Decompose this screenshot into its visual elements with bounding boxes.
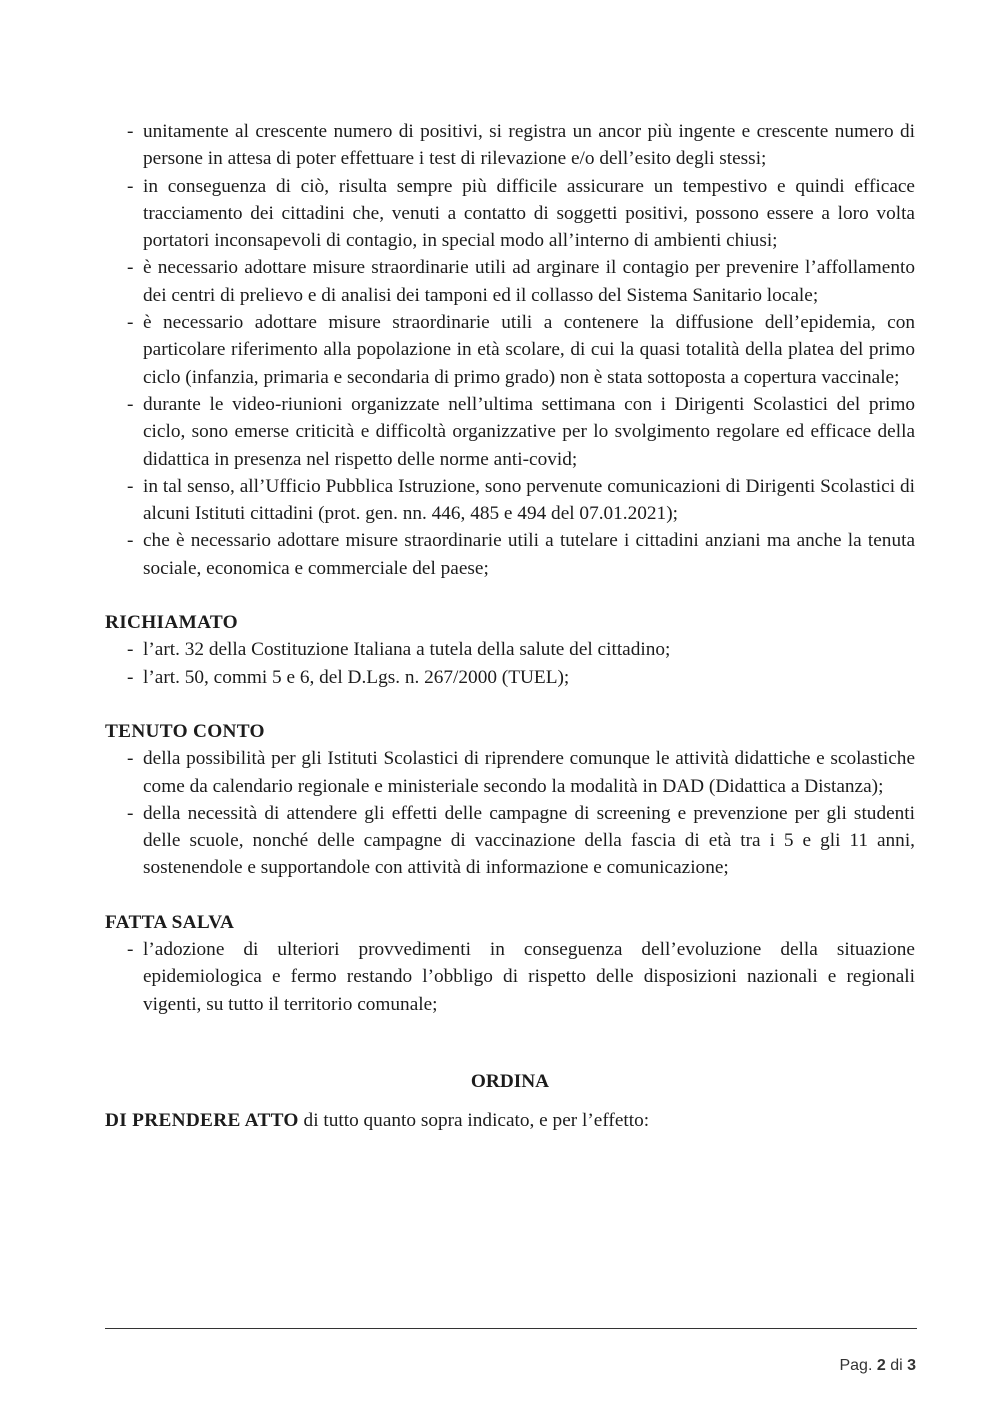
page-current: 2 [876, 1357, 886, 1374]
page-prefix: Pag. [839, 1357, 877, 1374]
tenuto-conto-list [105, 745, 915, 881]
final-text: di tutto quanto sopra indicato, e per l’effetto: [298, 1110, 650, 1132]
list-item: - è necessario adottare misure straordinarie utili a contenere la diffusione dell’epidemia, con particolare riferimento alla popolazione in età scolare, di cui la quasi totalità della platea del primo ciclo (infanzia, primaria e secondaria di primo grado) non è stata sottoposta a copertura vaccinale; [105, 309, 915, 391]
page-of: di [885, 1357, 908, 1374]
final-paragraph [105, 1107, 915, 1134]
list-item: - in conseguenza di ciò, risulta sempre più difficile assicurare un tempestivo e quindi efficace tracciamento dei cittadini che, venuti a contatto di soggetti positivi, possono essere a loro volta portatori inconsapevoli di contagio, in special modo all’interno di ambienti chiusi; [105, 173, 915, 255]
richiamato-list [105, 636, 915, 691]
list-item: - che è necessario adottare misure straordinarie utili a tutelare i cittadini anziani ma anche la tenuta sociale, economica e commerciale del paese; [105, 527, 915, 582]
section-heading: RICHIAMATO [105, 612, 238, 634]
list-item: - della necessità di attendere gli effetti delle campagne di screening e prevenzione per gli studenti delle scuole, nonché delle campagne di vaccinazione della fascia di età tra i 5 e gli 11 anni, sostenendole e supportandole con attività di informazione e comunicazione; [105, 800, 915, 882]
section-heading: FATTA SALVA [105, 911, 235, 933]
list-item: - unitamente al crescente numero di positivi, si registra un ancor più ingente e crescente numero di persone in attesa di poter effettuare i test di rilevazione e/o dell’esito degli stessi; [105, 118, 915, 173]
section-richiamato [105, 609, 915, 691]
list-item: - l’art. 32 della Costituzione Italiana a tutela della salute del cittadino; [105, 636, 915, 663]
footer-divider [105, 1328, 917, 1329]
ordina-heading: ORDINA [470, 1070, 550, 1092]
list-item: - l’art. 50, commi 5 e 6, del D.Lgs. n. 267/2000 (TUEL); [105, 664, 915, 691]
page-content [105, 118, 915, 1135]
page-total: 3 [907, 1357, 916, 1374]
list-item: - della possibilità per gli Istituti Scolastici di riprendere comunque le attività didattiche e scolastiche come da calendario regionale e ministeriale secondo la modalità in DAD (Didattica a Distanza); [105, 745, 915, 800]
list-item: - l’adozione di ulteriori provvedimenti in conseguenza dell’evoluzione della situazione epidemiologica e fermo restando l’obbligo di rispetto delle disposizioni nazionali e regionali vigenti, su tutto il territorio comunale; [105, 936, 915, 1018]
section-fatta-salva [105, 909, 915, 1018]
list-item: - è necessario adottare misure straordinarie utili ad arginare il contagio per prevenire l’affollamento dei centri di prelievo e di analisi dei tamponi ed il collasso del Sistema Sanitario locale; [105, 254, 915, 309]
page-number [839, 1357, 916, 1375]
fatta-salva-list [105, 936, 915, 1018]
premise-list [105, 118, 915, 582]
list-item: - durante le video-riunioni organizzate nell’ultima settimana con i Dirigenti Scolastici del primo ciclo, sono emerse criticità e difficoltà organizzative per lo svolgimento regolare ed efficace della didattica in presenza nel rispetto delle norme anti-covid; [105, 391, 915, 473]
section-tenuto-conto [105, 718, 915, 882]
final-bold-text: DI PRENDERE ATTO [105, 1110, 299, 1132]
section-heading: TENUTO CONTO [105, 720, 265, 742]
list-item: - in tal senso, all’Ufficio Pubblica Istruzione, sono pervenute comunicazioni di Dirigenti Scolastici di alcuni Istituti cittadini (prot. gen. nn. 446, 485 e 494 del 07.01.2021); [105, 473, 915, 528]
